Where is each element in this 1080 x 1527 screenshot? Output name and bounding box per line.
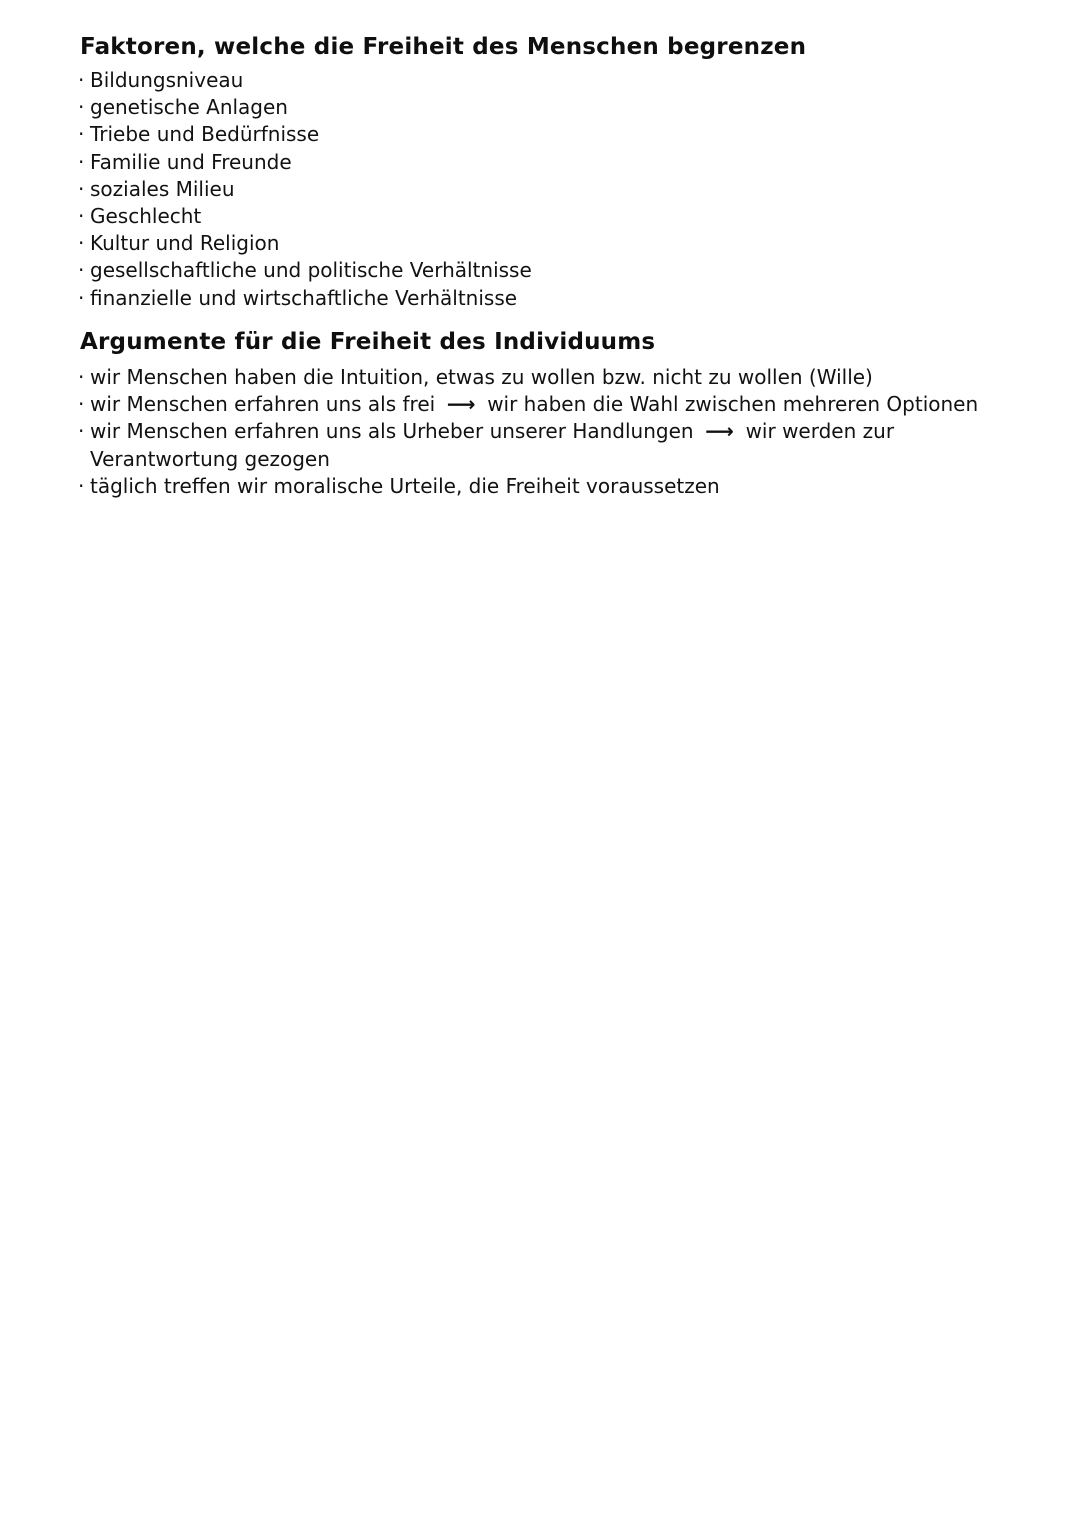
list-item: · Familie und Freunde [78,149,532,176]
bullet-icon: · [78,204,85,229]
factors-list [78,67,532,312]
section-heading-factors: Faktoren, welche die Freiheit des Menschen begrenzen [80,34,807,60]
arguments-list [78,364,978,500]
bullet-icon: · [78,392,85,417]
list-item: · wir Menschen haben die Intuition, etwas zu wollen bzw. nicht zu wollen (Wille) [78,364,978,391]
bullet-icon: · [78,68,85,92]
bullet-icon: · [78,95,85,120]
list-item: · finanzielle und wirtschaftliche Verhältnisse [78,285,532,312]
bullet-icon: · [78,122,85,147]
list-item: · soziales Milieu [78,176,532,203]
list-item-continuation: Verantwortung gezogen [90,446,330,471]
list-item: · genetische Anlagen [78,94,532,121]
list-item: · täglich treffen wir moralische Urteile, die Freiheit voraussetzen [78,473,978,500]
arrow-right-icon: ⟶ [446,392,476,417]
list-item: · Geschlecht [78,203,532,230]
list-item: · wir Menschen erfahren uns als Urheber unserer Handlungen ⟶ wir werden zur Verantwortung gezogen [78,418,978,472]
section-heading-arguments: Argumente für die Freiheit des Individuums [80,329,656,355]
bullet-icon: · [78,285,85,310]
list-item: · Bildungsniveau [78,67,532,94]
list-item: · Triebe und Bedürfnisse [78,121,532,148]
bullet-icon: · [78,365,85,389]
list-item: · Kultur und Religion [78,230,532,257]
bullet-icon: · [78,258,85,283]
bullet-icon: · [78,149,85,174]
arrow-right-icon: ⟶ [705,419,734,444]
list-item: · gesellschaftliche und politische Verhältnisse [78,257,532,284]
bullet-icon: · [78,231,85,256]
bullet-icon: · [78,473,85,498]
list-item: · wir Menschen erfahren uns als frei ⟶ wir haben die Wahl zwischen mehreren Optionen [78,391,978,418]
bullet-icon: · [78,176,85,201]
bullet-icon: · [78,419,85,444]
